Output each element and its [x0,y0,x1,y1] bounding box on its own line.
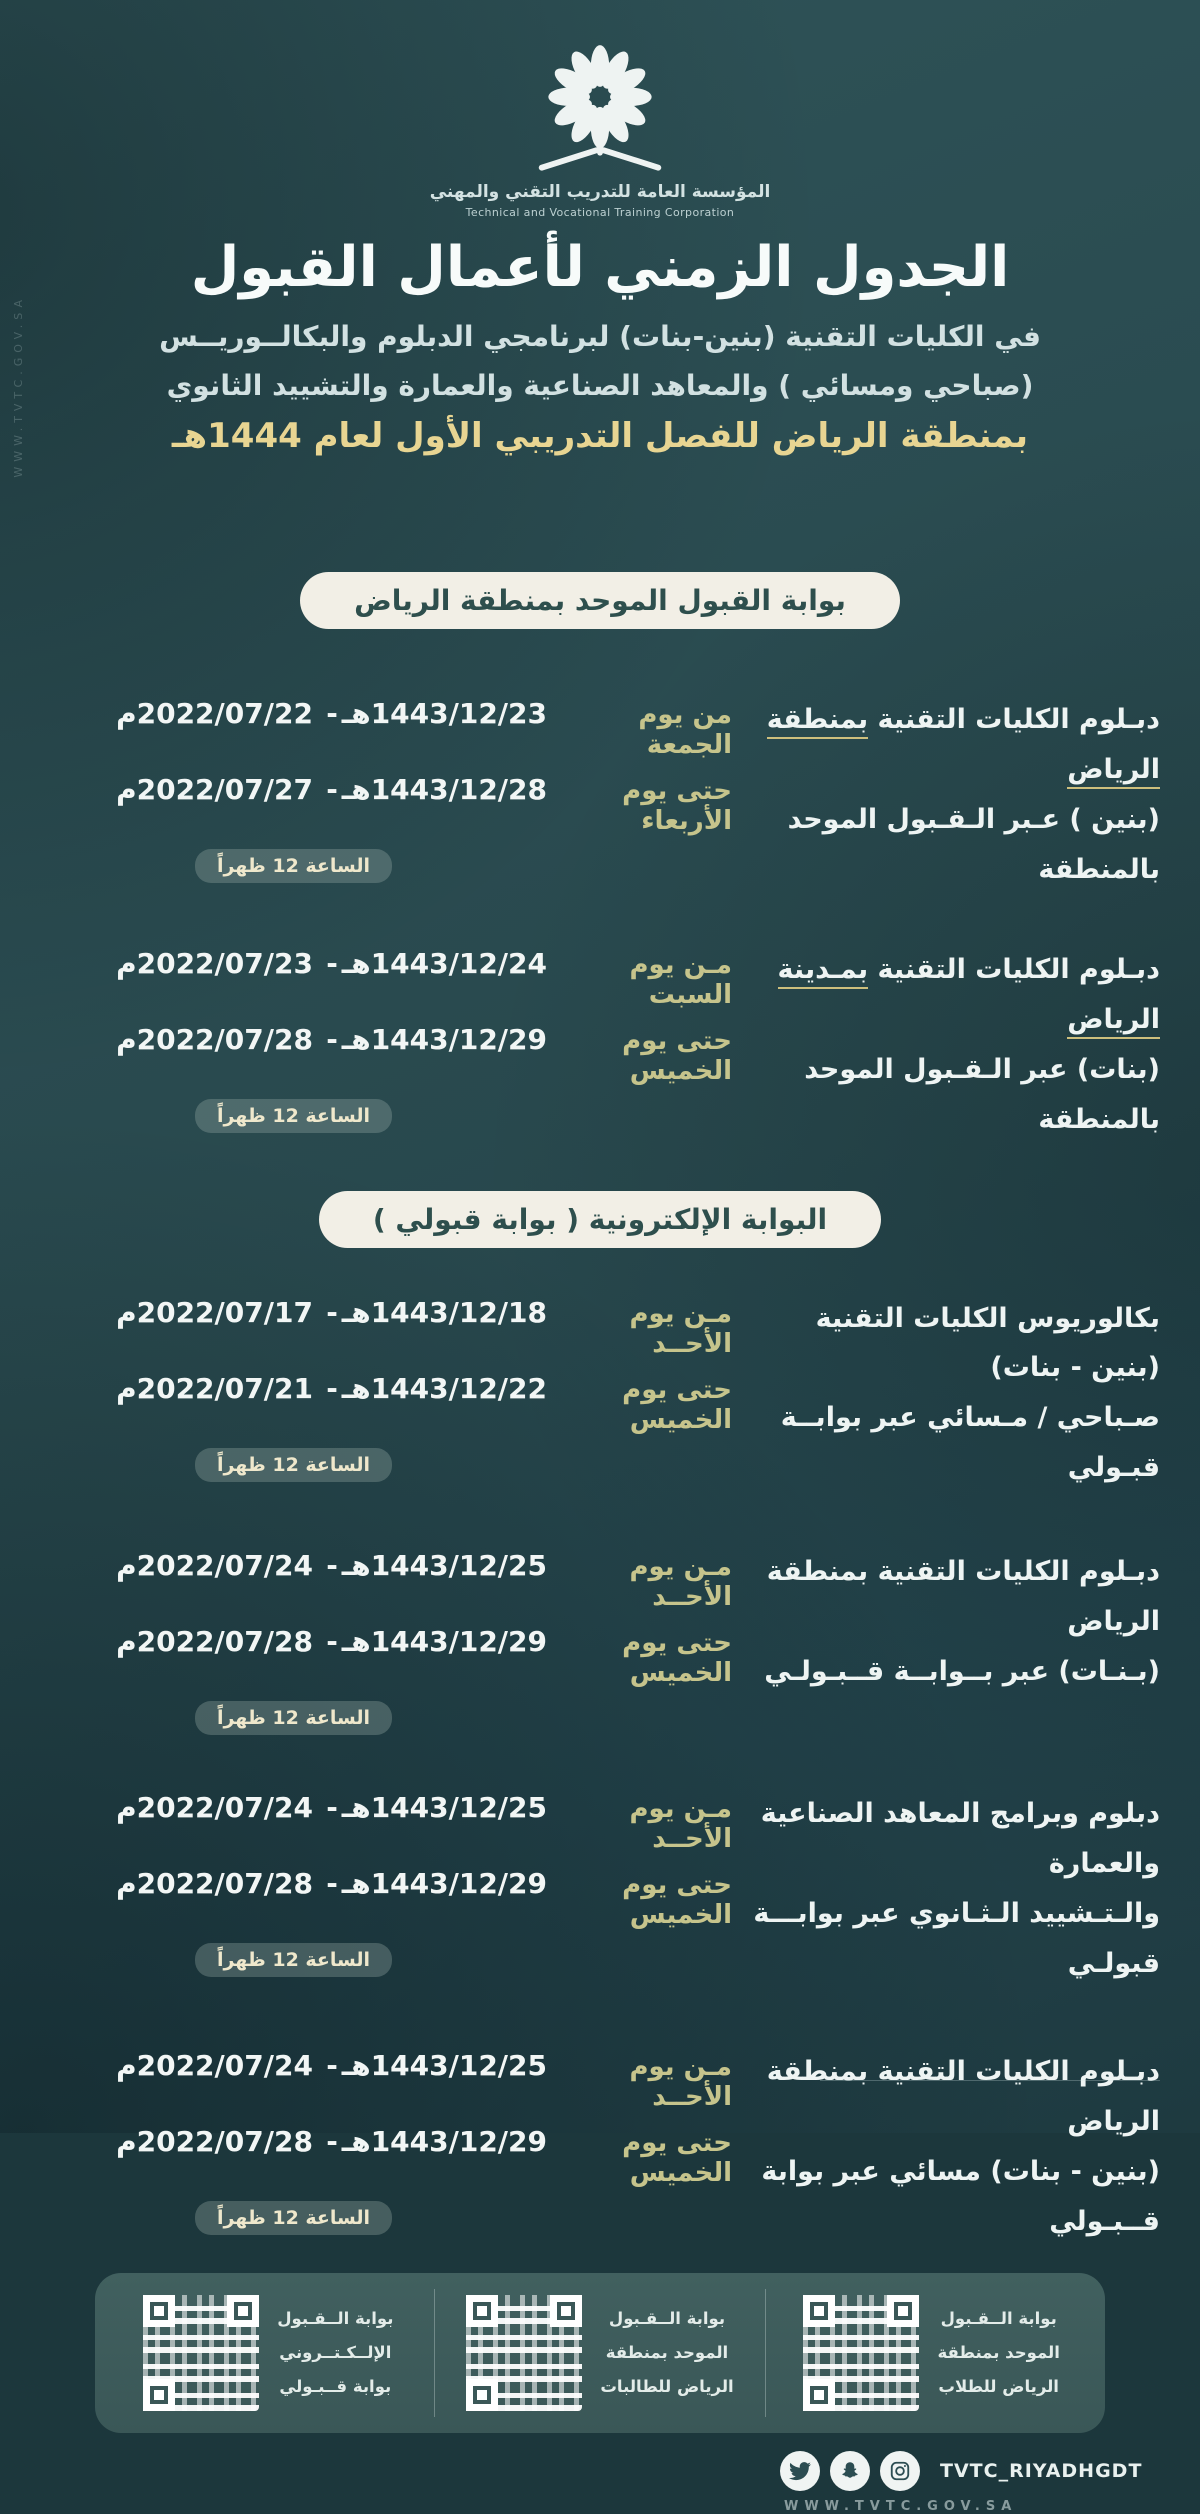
qr-label: بوابة الــقـبول الموحد بمنطقة الرياض للطلاب [937,2309,1060,2396]
from-gregorian-date: 2022/07/17م [116,1295,313,1329]
date-dash: - [326,1549,338,1583]
date-dash: - [326,1867,338,1901]
to-day-label: حتى يوم الخميس [622,2128,732,2188]
to-gregorian-date: 2022/07/27م [116,773,313,806]
to-day-label: حتى يوم الأربعاء [622,776,732,836]
to-hijri-date: 1443/12/29هـ [341,2125,547,2158]
date-dash: - [326,773,338,806]
from-gregorian-date: 2022/07/24م [116,1549,313,1583]
to-gregorian-date: 2022/07/21م [116,1371,313,1405]
org-name-english: Technical and Vocational Training Corporation [465,206,735,219]
time-badge: الساعة 12 ظهراً [195,849,392,883]
row-dates [40,2047,732,2235]
from-hijri-date: 1443/12/25هـ [341,2049,547,2082]
from-day-label: مـن يوم الأحــد [629,1552,732,1613]
date-dash: - [326,1022,338,1056]
qr-label: بوابة الــقـبول الإلــكـتــروني بوابة قــبـولي [277,2309,394,2396]
brand-header [0,0,1200,219]
decorative-line [820,2080,1160,2081]
date-dash: - [326,2125,338,2158]
instagram-icon[interactable] [880,2451,920,2491]
org-name-arabic: المؤسسة العامة للتدريب التقني والمهني [429,182,771,202]
to-gregorian-date: 2022/07/28م [116,1022,313,1056]
row-description: دبـلوم الكليات التقنية بمنطقة الرياض (بنين - بنات) مسائي عبر بوابة قــبـولي [761,2056,1160,2237]
row-description: دبـلوم الكليات التقنية بمنطقة الرياض (بنين ) عـبر الـقـبول الموحد بالمنطقة [766,704,1160,885]
row-dates [40,1789,732,1977]
to-gregorian-date: 2022/07/28م [116,1625,313,1659]
schedule-row [40,1789,1160,1989]
to-hijri-date: 1443/12/29هـ [341,1625,547,1659]
to-day-label: حتى يوم الخميس [622,1374,732,1435]
row-dates [40,945,732,1133]
date-dash: - [326,2049,338,2082]
website-url[interactable]: WWW.TVTC.GOV.SA [784,2498,1018,2514]
section-pill-unified-portal: بوابة القبول الموحد بمنطقة الرياض [300,572,900,629]
from-day-label: مـن يوم الأحــد [629,2052,732,2112]
qr-group-unified-male [765,2289,1097,2417]
row-dates [40,1547,732,1735]
underlined-region: بمنطقة الرياض [767,704,1160,789]
time-badge: الساعة 12 ظهراً [195,1943,392,1977]
qr-group-unified-female [434,2289,766,2417]
qr-label: بوابة الــقـبول الموحد بمنطقة الرياض للطالبات [600,2309,734,2396]
from-hijri-date: 1443/12/18هـ [341,1295,547,1329]
social-handle[interactable]: TVTC_RIYADHGDT [940,2459,1143,2482]
to-day-label: حتى يوم الخميس [622,1628,732,1689]
from-day-label: مـن يوم السبت [629,949,732,1010]
to-hijri-date: 1443/12/22هـ [341,1371,547,1405]
time-badge: الساعة 12 ظهراً [195,2201,392,2235]
schedule-row [40,2047,1160,2247]
qr-group-electronic-portal [103,2289,434,2417]
qr-code-unified-male[interactable] [803,2295,919,2411]
underlined-region: بمـدينة الرياض [778,954,1160,1039]
schedule-row [40,695,1160,895]
schedule-row [40,1294,1160,1494]
from-hijri-date: 1443/12/25هـ [341,1549,547,1583]
footer [780,2451,1200,2514]
to-hijri-date: 1443/12/28هـ [341,773,547,806]
row-description: دبـلوم الكليات التقنية بمـدينة الرياض (بنات) عبر الـقـبول الموحد بالمنطقة [777,953,1160,1135]
row-description: دبـلوم الكليات التقنية بمنطقة الرياض (بـنـات) عبر بــوابــة قــبـولـي [764,1556,1160,1688]
date-dash: - [326,1295,338,1329]
to-hijri-date: 1443/12/29هـ [341,1022,547,1056]
from-hijri-date: 1443/12/23هـ [341,697,547,730]
to-day-label: حتى يوم الخميس [622,1870,732,1931]
qr-code-electronic-portal[interactable] [143,2295,259,2411]
vertical-website-watermark: WWW.TVTC.GOV.SA [12,295,25,478]
section-pill-electronic-portal: البوابة الإلكترونية ( بوابة قبولي ) [319,1191,881,1248]
to-gregorian-date: 2022/07/28م [116,2125,313,2158]
subtitle-line-2: (صباحي ومسائي ) والمعاهد الصناعية والعمارة والتشييد الثانوي [166,369,1034,402]
qr-code-unified-female[interactable] [466,2295,582,2411]
to-gregorian-date: 2022/07/28م [116,1867,313,1901]
schedule-row [40,1547,1160,1735]
date-dash: - [326,1625,338,1659]
tvtc-logo-icon [505,26,695,176]
qr-panel [95,2273,1105,2433]
from-day-label: مـن يوم الأحــد [629,1794,732,1855]
from-day-label: مـن يوم الأحــد [629,1298,732,1359]
date-dash: - [326,1791,338,1825]
time-badge: الساعة 12 ظهراً [195,1099,392,1133]
from-gregorian-date: 2022/07/23م [116,946,313,980]
to-hijri-date: 1443/12/29هـ [341,1867,547,1901]
from-hijri-date: 1443/12/24هـ [341,946,547,980]
time-badge: الساعة 12 ظهراً [195,1701,392,1735]
row-description: بكالوريوس الكليات التقنية (بنين - بنات) صـباحي / مـسائي عبر بوابــة قبـولي [780,1302,1160,1484]
page-title: الجدول الزمني لأعمال القبول [190,235,1010,300]
from-day-label: من يوم الجمعة [638,700,732,760]
snapchat-icon[interactable] [830,2451,870,2491]
from-gregorian-date: 2022/07/24م [116,1791,313,1825]
date-dash: - [326,1371,338,1405]
from-hijri-date: 1443/12/25هـ [341,1791,547,1825]
to-day-label: حتى يوم الخميس [622,1025,732,1086]
row-dates [40,1294,732,1482]
row-description: دبلوم وبرامج المعاهد الصناعية والعمارة والـتـشييد الـثـانوي عبر بوابـــة قبولـي [753,1798,1160,1980]
time-badge: الساعة 12 ظهراً [195,1448,392,1482]
date-dash: - [326,946,338,980]
date-dash: - [326,697,338,730]
from-gregorian-date: 2022/07/24م [116,2049,313,2082]
row-dates [40,695,732,883]
highlight-line: بمنطقة الرياض للفصل التدريبي الأول لعام 1444هـ [171,416,1029,456]
schedule-row [40,945,1160,1145]
subtitle-line-1: في الكليات التقنية (بنين-بنات) لبرنامجي الدبلوم والبكالــوريــس [159,320,1041,353]
from-gregorian-date: 2022/07/22م [116,697,313,730]
twitter-icon[interactable] [780,2451,820,2491]
